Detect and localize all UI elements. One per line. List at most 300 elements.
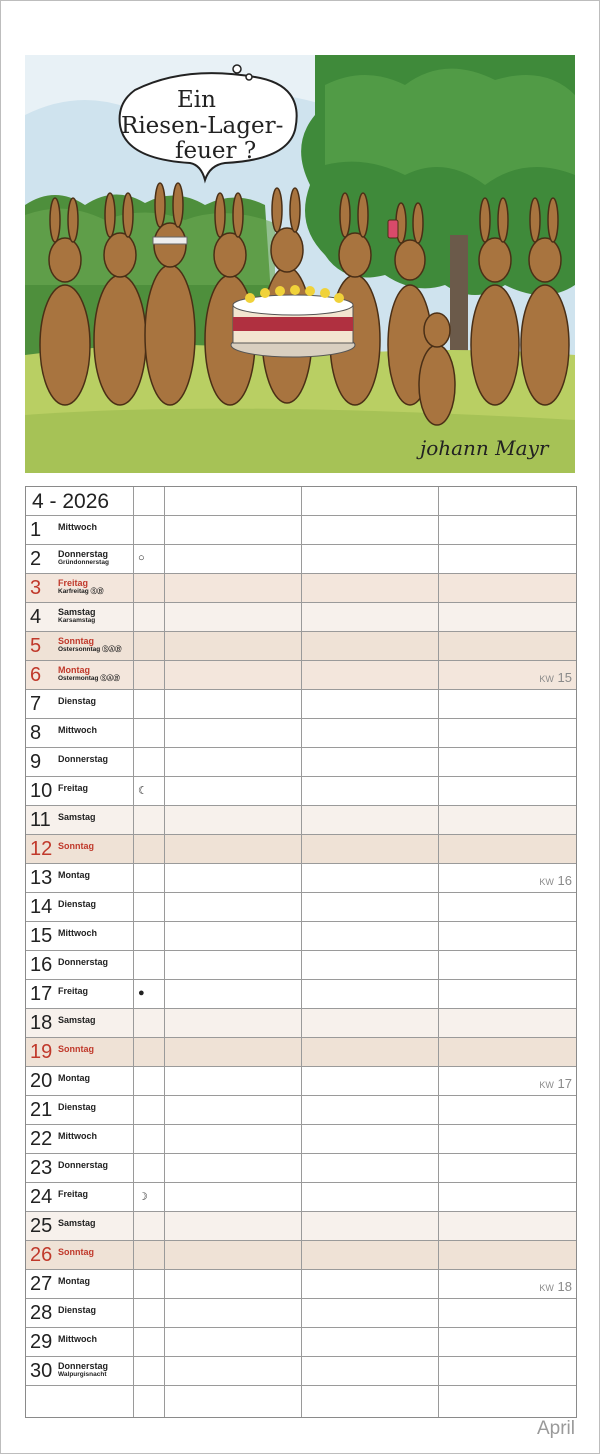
day-name: [58, 725, 97, 735]
entry-cell-2[interactable]: [302, 690, 439, 718]
entry-cell-3[interactable]: [439, 574, 576, 602]
artist-signature: johann Mayr: [420, 436, 549, 460]
day-name: [58, 841, 94, 851]
moon-phase-cell: [134, 1183, 165, 1211]
entry-cell-2[interactable]: [302, 1299, 439, 1327]
cartoon-illustration: [25, 55, 575, 473]
entry-cell-2[interactable]: [302, 1241, 439, 1269]
weekday-text: Freitag: [58, 1189, 89, 1199]
day-label-cell: [26, 777, 134, 805]
moon-phase-cell: [134, 951, 165, 979]
entry-cell-1[interactable]: [165, 1270, 302, 1298]
calendar-day-row[interactable]: [26, 516, 576, 545]
holiday-name: Karsamstag: [58, 617, 96, 624]
weekday-text: Freitag: [58, 578, 89, 588]
entry-cell-1[interactable]: [165, 922, 302, 950]
speech-line-2: Riesen-Lager-: [121, 113, 284, 139]
day-number: 30: [30, 1360, 53, 1382]
day-name: [58, 899, 96, 909]
entry-cell-2[interactable]: [302, 922, 439, 950]
entry-cell-1[interactable]: [165, 777, 302, 805]
entry-cell-2[interactable]: [302, 1270, 439, 1298]
entry-cell-1[interactable]: [165, 1212, 302, 1240]
calendar-day-row[interactable]: [26, 1096, 576, 1125]
day-label-cell: [26, 748, 134, 776]
moon-phase-cell: [134, 835, 165, 863]
weekday-text: Mittwoch: [58, 1334, 97, 1344]
entry-cell-2[interactable]: [302, 777, 439, 805]
day-label-cell: [26, 922, 134, 950]
weekday-text: Freitag: [58, 783, 89, 793]
day-label-cell: [26, 806, 134, 834]
moon-phase-icon: ●: [138, 987, 145, 999]
entry-cell-2[interactable]: [302, 574, 439, 602]
day-number: 29: [30, 1331, 53, 1353]
weekday-text: Mittwoch: [58, 1131, 97, 1141]
day-label-cell: [26, 1038, 134, 1066]
calendar-day-row[interactable]: [26, 690, 576, 719]
entry-cell-3[interactable]: [439, 1328, 576, 1356]
entry-cell-1[interactable]: [165, 1038, 302, 1066]
day-name: [58, 986, 88, 996]
entry-cell-3[interactable]: [439, 748, 576, 776]
day-label-cell: [26, 1357, 134, 1385]
kw-number: 17: [557, 1076, 572, 1091]
moon-phase-cell: [134, 1270, 165, 1298]
entry-cell-2[interactable]: [302, 893, 439, 921]
holiday-name: Karfreitag ⓈⒷ: [58, 588, 104, 595]
entry-cell-1[interactable]: [165, 603, 302, 631]
calendar-day-row[interactable]: [26, 1183, 576, 1212]
day-name: [58, 754, 108, 764]
moon-phase-cell: [134, 748, 165, 776]
blank-cell: [26, 1386, 134, 1417]
month-label: April: [536, 1418, 575, 1439]
weekday-text: Montag: [58, 1276, 90, 1286]
month-year-title: 4 - 2026: [32, 490, 110, 513]
moon-phase-cell: [134, 806, 165, 834]
entry-cell-3[interactable]: [439, 1125, 576, 1153]
entry-cell-1[interactable]: [165, 1328, 302, 1356]
entry-cell-2[interactable]: [302, 1067, 439, 1095]
entry-cell-3[interactable]: [439, 1038, 576, 1066]
entry-cell-3[interactable]: [439, 603, 576, 631]
day-number: 8: [30, 722, 42, 744]
moon-phase-cell: [134, 661, 165, 689]
moon-phase-icon: ○: [138, 552, 145, 564]
header-cell: [26, 487, 134, 515]
calendar-day-row[interactable]: [26, 1241, 576, 1270]
entry-cell-1[interactable]: [165, 545, 302, 573]
entry-cell-1[interactable]: [165, 574, 302, 602]
calendar-day-row[interactable]: [26, 980, 576, 1009]
speech-line-1: Ein: [177, 87, 216, 113]
weekday-text: Donnerstag: [58, 549, 109, 559]
entry-cell-1[interactable]: [165, 632, 302, 660]
entry-cell-1[interactable]: [165, 1154, 302, 1182]
holiday-name: Ostersonntag ⓈⒶⒷ: [58, 646, 122, 653]
day-label-cell: [26, 864, 134, 892]
entry-cell-1[interactable]: [165, 516, 302, 544]
day-name: [58, 1131, 97, 1141]
entry-cell-2[interactable]: [302, 719, 439, 747]
day-label-cell: [26, 516, 134, 544]
moon-phase-cell: [134, 1357, 165, 1385]
day-name: [58, 870, 90, 880]
day-label-cell: [26, 661, 134, 689]
calendar-day-row[interactable]: [26, 719, 576, 748]
day-label-cell: [26, 1183, 134, 1211]
day-name: [58, 1160, 108, 1170]
day-label-cell: [26, 1009, 134, 1037]
day-label-cell: [26, 632, 134, 660]
entry-cell-3[interactable]: [439, 545, 576, 573]
entry-cell-3[interactable]: [439, 661, 576, 689]
calendar-day-row[interactable]: [26, 748, 576, 777]
day-label-cell: [26, 1096, 134, 1124]
day-number: 13: [30, 867, 53, 889]
moon-phase-cell: [134, 777, 165, 805]
day-label-cell: [26, 1328, 134, 1356]
day-name: [58, 812, 96, 822]
day-name: [58, 1334, 97, 1344]
day-label-cell: [26, 1270, 134, 1298]
entry-cell-1[interactable]: [165, 1183, 302, 1211]
day-name: [58, 522, 97, 532]
day-name: [58, 957, 108, 967]
day-number: 4: [30, 606, 42, 628]
calendar-day-row[interactable]: [26, 922, 576, 951]
calendar-week-label: [539, 670, 572, 685]
entry-cell-2[interactable]: [302, 661, 439, 689]
day-number: 28: [30, 1302, 53, 1324]
weekday-text: Donnerstag: [58, 1361, 109, 1371]
day-name: [58, 1044, 94, 1054]
weekday-text: Donnerstag: [58, 754, 109, 764]
header-column-3: [439, 487, 576, 515]
kw-number: 15: [557, 670, 572, 685]
day-name: [58, 549, 109, 567]
day-label-cell: [26, 980, 134, 1008]
moon-phase-cell: [134, 690, 165, 718]
weekday-text: Dienstag: [58, 899, 97, 909]
entry-cell-2[interactable]: [302, 806, 439, 834]
calendar-week-label: [539, 873, 572, 888]
moon-phase-cell: [134, 545, 165, 573]
day-label-cell: [26, 1125, 134, 1153]
day-number: 15: [30, 925, 53, 947]
entry-cell-1[interactable]: [165, 1009, 302, 1037]
day-label-cell: [26, 690, 134, 718]
entry-cell-2[interactable]: [302, 1212, 439, 1240]
day-number: 16: [30, 954, 53, 976]
day-name: [58, 578, 104, 596]
header-moon-column: [134, 487, 165, 515]
calendar-day-row[interactable]: [26, 1154, 576, 1183]
calendar-day-row[interactable]: [26, 1212, 576, 1241]
calendar-day-row[interactable]: [26, 806, 576, 835]
calendar-day-row[interactable]: [26, 893, 576, 922]
entry-cell-3[interactable]: [439, 719, 576, 747]
moon-phase-cell: [134, 603, 165, 631]
day-name: [58, 607, 96, 625]
blank-cell: [165, 1386, 302, 1417]
weekday-text: Mittwoch: [58, 928, 97, 938]
entry-cell-2[interactable]: [302, 603, 439, 631]
day-name: [58, 928, 97, 938]
weekday-text: Dienstag: [58, 1102, 97, 1112]
entry-cell-2[interactable]: [302, 1357, 439, 1385]
entry-cell-1[interactable]: [165, 951, 302, 979]
entry-cell-2[interactable]: [302, 632, 439, 660]
header-column-1: [165, 487, 302, 515]
entry-cell-2[interactable]: [302, 980, 439, 1008]
calendar-day-row[interactable]: [26, 951, 576, 980]
day-number: 24: [30, 1186, 53, 1208]
holiday-name: Walpurgisnacht: [58, 1371, 107, 1378]
entry-cell-2[interactable]: [302, 1125, 439, 1153]
day-number: 5: [30, 635, 42, 657]
entry-cell-3[interactable]: [439, 835, 576, 863]
day-label-cell: [26, 1212, 134, 1240]
day-label-cell: [26, 951, 134, 979]
weekday-text: Dienstag: [58, 1305, 97, 1315]
moon-phase-cell: [134, 1125, 165, 1153]
entry-cell-2[interactable]: [302, 545, 439, 573]
calendar-day-row[interactable]: [26, 864, 576, 893]
calendar-grid: [25, 486, 577, 1418]
entry-cell-3[interactable]: [439, 1357, 576, 1385]
day-number: 23: [30, 1157, 53, 1179]
day-number: 14: [30, 896, 53, 918]
entry-cell-3[interactable]: [439, 806, 576, 834]
weekday-text: Samstag: [58, 1218, 96, 1228]
day-number: 6: [30, 664, 42, 686]
day-number: 3: [30, 577, 42, 599]
calendar-week-label: [539, 1279, 572, 1294]
entry-cell-3[interactable]: [439, 980, 576, 1008]
calendar-day-row[interactable]: [26, 1067, 576, 1096]
weekday-text: Donnerstag: [58, 1160, 109, 1170]
moon-phase-cell: [134, 1154, 165, 1182]
calendar-day-row[interactable]: [26, 1328, 576, 1357]
moon-phase-cell: [134, 980, 165, 1008]
entry-cell-1[interactable]: [165, 1067, 302, 1095]
day-name: [58, 1189, 88, 1199]
day-name: [58, 1015, 96, 1025]
day-label-cell: [26, 603, 134, 631]
calendar-blank-row: [26, 1386, 576, 1418]
day-number: 22: [30, 1128, 53, 1150]
day-name: [58, 1073, 90, 1083]
day-label-cell: [26, 1154, 134, 1182]
entry-cell-3[interactable]: [439, 1154, 576, 1182]
calendar-day-row[interactable]: [26, 1270, 576, 1299]
entry-cell-3[interactable]: [439, 690, 576, 718]
moon-phase-icon: ☾: [138, 785, 148, 797]
day-number: 10: [30, 780, 53, 802]
calendar-day-row[interactable]: [26, 1299, 576, 1328]
day-label-cell: [26, 1067, 134, 1095]
day-name: [58, 1102, 96, 1112]
calendar-day-row[interactable]: [26, 1038, 576, 1067]
day-number: 9: [30, 751, 42, 773]
day-label-cell: [26, 893, 134, 921]
moon-phase-cell: [134, 632, 165, 660]
calendar-day-row[interactable]: [26, 1125, 576, 1154]
day-name: [58, 783, 88, 793]
day-label-cell: [26, 545, 134, 573]
entry-cell-1[interactable]: [165, 1299, 302, 1327]
day-label-cell: [26, 719, 134, 747]
weekday-text: Montag: [58, 1073, 90, 1083]
day-name: [58, 665, 120, 683]
entry-cell-1[interactable]: [165, 864, 302, 892]
entry-cell-3[interactable]: [439, 951, 576, 979]
day-number: 27: [30, 1273, 53, 1295]
entry-cell-1[interactable]: [165, 1096, 302, 1124]
day-label-cell: [26, 1241, 134, 1269]
speech-line-3: feuer ?: [175, 138, 257, 164]
entry-cell-1[interactable]: [165, 719, 302, 747]
calendar-header-row: [26, 487, 576, 516]
entry-cell-1[interactable]: [165, 690, 302, 718]
entry-cell-1[interactable]: [165, 1125, 302, 1153]
day-number: 21: [30, 1099, 53, 1121]
entry-cell-3[interactable]: [439, 893, 576, 921]
day-number: 17: [30, 983, 53, 1005]
entry-cell-3[interactable]: [439, 777, 576, 805]
day-number: 12: [30, 838, 53, 860]
day-label-cell: [26, 1299, 134, 1327]
entry-cell-3[interactable]: [439, 1299, 576, 1327]
day-name: [58, 696, 96, 706]
weekday-text: Sonntag: [58, 1044, 94, 1054]
weekday-text: Freitag: [58, 986, 89, 996]
entry-cell-3[interactable]: [439, 1212, 576, 1240]
entry-cell-2[interactable]: [302, 835, 439, 863]
weekday-text: Dienstag: [58, 696, 97, 706]
entry-cell-1[interactable]: [165, 980, 302, 1008]
calendar-day-row[interactable]: [26, 632, 576, 661]
day-name: [58, 1218, 96, 1228]
entry-cell-2[interactable]: [302, 516, 439, 544]
entry-cell-1[interactable]: [165, 748, 302, 776]
weekday-text: Samstag: [58, 1015, 96, 1025]
entry-cell-2[interactable]: [302, 748, 439, 776]
calendar-day-row[interactable]: [26, 777, 576, 806]
weekday-text: Samstag: [58, 607, 96, 617]
holiday-name: Gründonnerstag: [58, 559, 109, 566]
entry-cell-3[interactable]: [439, 632, 576, 660]
day-name: [58, 636, 122, 654]
entry-cell-3[interactable]: [439, 516, 576, 544]
kw-number: 18: [557, 1279, 572, 1294]
entry-cell-2[interactable]: [302, 1154, 439, 1182]
day-number: 11: [30, 809, 51, 831]
calendar-day-row[interactable]: [26, 574, 576, 603]
header-column-2: [302, 487, 439, 515]
day-number: 2: [30, 548, 42, 570]
moon-phase-cell: [134, 1328, 165, 1356]
blank-cell: [439, 1386, 576, 1417]
day-number: 20: [30, 1070, 53, 1092]
moon-phase-cell: [134, 922, 165, 950]
calendar-day-row[interactable]: [26, 1009, 576, 1038]
weekday-text: Sonntag: [58, 636, 94, 646]
kw-prefix: KW: [539, 674, 554, 684]
day-label-cell: [26, 574, 134, 602]
kw-prefix: KW: [539, 1080, 554, 1090]
moon-phase-cell: [134, 719, 165, 747]
moon-phase-cell: [134, 516, 165, 544]
entry-cell-2[interactable]: [302, 864, 439, 892]
calendar-week-label: [539, 1076, 572, 1091]
calendar-day-row[interactable]: [26, 1357, 576, 1386]
day-number: 1: [30, 519, 42, 541]
entry-cell-3[interactable]: [439, 1067, 576, 1095]
entry-cell-1[interactable]: [165, 1241, 302, 1269]
entry-cell-3[interactable]: [439, 1183, 576, 1211]
moon-phase-icon: ☽: [138, 1191, 148, 1203]
moon-phase-cell: [134, 1096, 165, 1124]
holiday-name: Ostermontag ⓈⒶⒷ: [58, 675, 120, 682]
entry-cell-3[interactable]: [439, 1241, 576, 1269]
day-number: 19: [30, 1041, 53, 1063]
moon-phase-cell: [134, 864, 165, 892]
entry-cell-3[interactable]: [439, 1270, 576, 1298]
weekday-text: Sonntag: [58, 1247, 94, 1257]
entry-cell-2[interactable]: [302, 1038, 439, 1066]
entry-cell-2[interactable]: [302, 1183, 439, 1211]
day-number: 26: [30, 1244, 53, 1266]
entry-cell-2[interactable]: [302, 1328, 439, 1356]
entry-cell-1[interactable]: [165, 893, 302, 921]
entry-cell-2[interactable]: [302, 1009, 439, 1037]
kw-prefix: KW: [539, 877, 554, 887]
weekday-text: Montag: [58, 665, 90, 675]
blank-cell: [134, 1386, 165, 1417]
entry-cell-2[interactable]: [302, 1096, 439, 1124]
entry-cell-1[interactable]: [165, 661, 302, 689]
weekday-text: Sonntag: [58, 841, 94, 851]
day-number: 7: [30, 693, 42, 715]
weekday-text: Mittwoch: [58, 725, 97, 735]
moon-phase-cell: [134, 1299, 165, 1327]
calendar-day-row[interactable]: [26, 835, 576, 864]
entry-cell-1[interactable]: [165, 1357, 302, 1385]
calendar-day-row[interactable]: [26, 545, 576, 574]
moon-phase-cell: [134, 1009, 165, 1037]
day-number: 25: [30, 1215, 53, 1237]
calendar-day-row[interactable]: [26, 661, 576, 690]
entry-cell-2[interactable]: [302, 951, 439, 979]
day-name: [58, 1276, 90, 1286]
entry-cell-1[interactable]: [165, 806, 302, 834]
entry-cell-1[interactable]: [165, 835, 302, 863]
moon-phase-cell: [134, 574, 165, 602]
entry-cell-3[interactable]: [439, 1096, 576, 1124]
moon-phase-cell: [134, 893, 165, 921]
entry-cell-3[interactable]: [439, 864, 576, 892]
entry-cell-3[interactable]: [439, 922, 576, 950]
blank-cell: [302, 1386, 439, 1417]
calendar-day-row[interactable]: [26, 603, 576, 632]
kw-number: 16: [557, 873, 572, 888]
entry-cell-3[interactable]: [439, 1009, 576, 1037]
kw-prefix: KW: [539, 1283, 554, 1293]
weekday-text: Samstag: [58, 812, 96, 822]
